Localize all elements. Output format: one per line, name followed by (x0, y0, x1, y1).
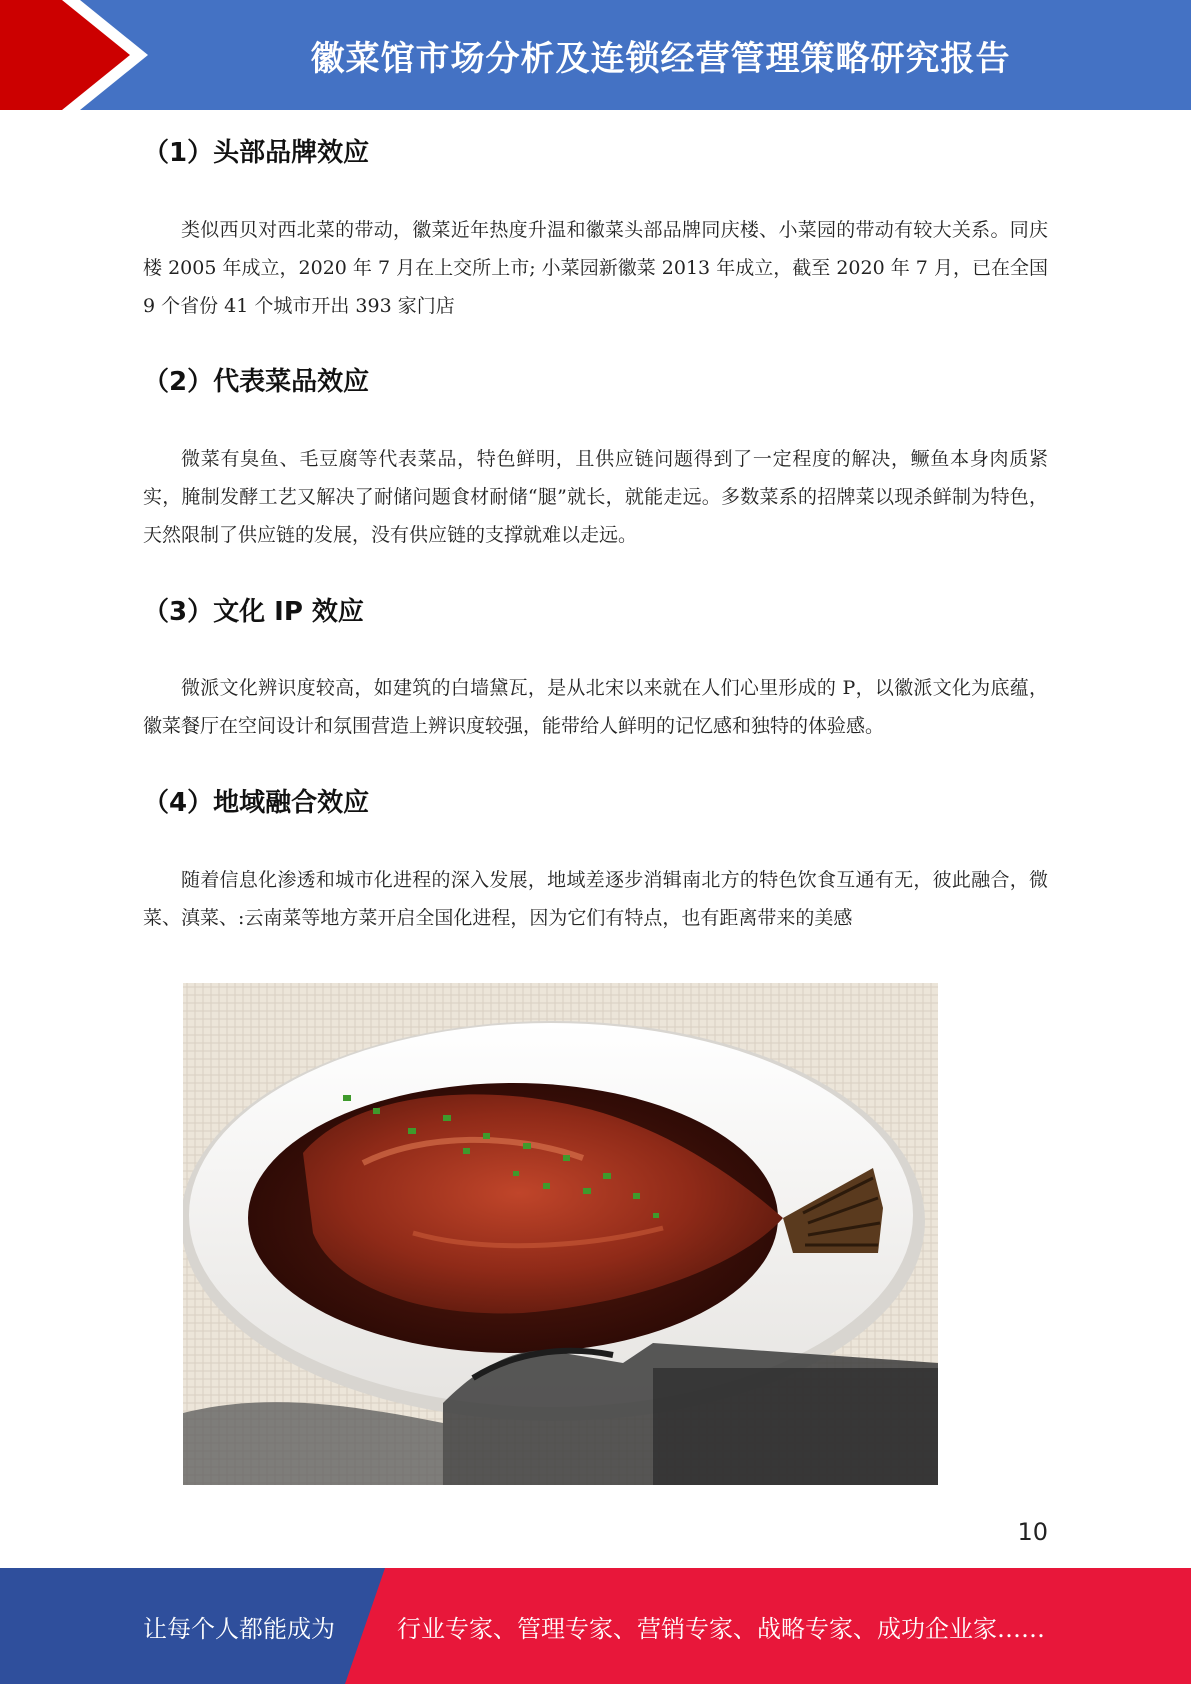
page-number: 10 (1017, 1518, 1048, 1546)
section-heading-4: （4）地域融合效应 (143, 788, 370, 818)
section-paragraph-4: 随着信息化渗透和城市化进程的深入发展，地域差逐步消辑南北方的特色饮食互通有无，彼此融合，微菜、滇菜、:云南菜等地方菜开启全国化进程，因为它们有特点，也有距离带来的美感 (143, 869, 1048, 929)
footer-slogan-right: 行业专家、管理专家、营销专家、战略专家、成功企业家…… (397, 1614, 1045, 1643)
dish-photo (183, 983, 938, 1485)
header-chevron-icon (0, 0, 160, 110)
braised-fish-dish-icon (183, 983, 938, 1485)
footer-slogan-left: 让每个人都能成为 (143, 1614, 335, 1643)
section-paragraph-2: 微菜有臭鱼、毛豆腐等代表菜品，特色鲜明，且供应链问题得到了一定程度的解决，鳜鱼本身肉质紧实，腌制发酵工艺又解决了耐储问题食材耐储“腿”就长，就能走远。多数菜系的招牌菜以现杀鲜制为特色，天然限制了供应链的发展，没有供应链的支撑就难以走远。 (143, 448, 1048, 546)
section-paragraph-3: 微派文化辨识度较高，如建筑的白墙黛瓦，是从北宋以来就在人们心里形成的 P，以徽派文化为底蕴，徽菜餐厅在空间设计和氛围营造上辨识度较强，能带给人鲜明的记忆感和独特的体验感。 (143, 677, 1048, 737)
report-footer (0, 1568, 1191, 1684)
report-title: 徽菜馆市场分析及连锁经营管理策略研究报告 (310, 38, 1011, 79)
section-heading-1: （1）头部品牌效应 (143, 138, 370, 168)
section-heading-2: （2）代表菜品效应 (143, 367, 370, 397)
section-heading-3: （3）文化 IP 效应 (143, 597, 364, 627)
section-paragraph-1: 类似西贝对西北菜的带动，徽菜近年热度升温和徽菜头部品牌同庆楼、小菜园的带动有较大关系。同庆楼 2005 年成立，2020 年 7 月在上交所上市; 小菜园新徽菜 2013 年成立，截至 2020 年 7 月，已在全国 9 个省份 41 个城市开出 393 家门店 (143, 219, 1048, 317)
report-header (0, 0, 1191, 110)
